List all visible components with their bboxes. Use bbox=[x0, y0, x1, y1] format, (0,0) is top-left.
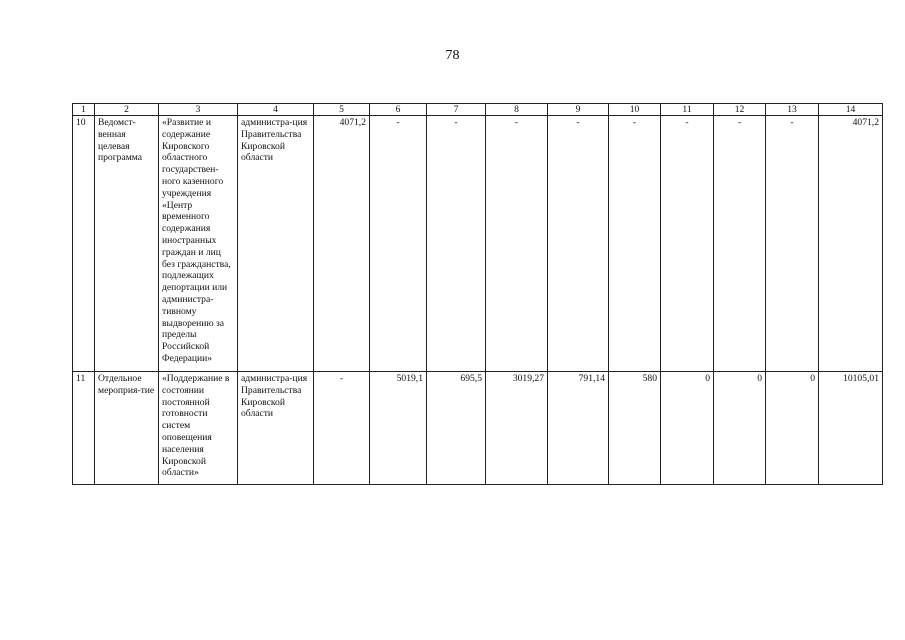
value-cell: 4071,2 bbox=[314, 116, 370, 372]
value-cell: - bbox=[714, 116, 766, 372]
value-cell: - bbox=[548, 116, 609, 372]
header-cell: 13 bbox=[766, 104, 819, 116]
value-cell: - bbox=[486, 116, 548, 372]
header-cell: 12 bbox=[714, 104, 766, 116]
row-type: Ведомст-венная целевая программа bbox=[95, 116, 159, 372]
value-cell: - bbox=[314, 372, 370, 485]
header-cell: 1 bbox=[73, 104, 95, 116]
row-type: Отдельное мероприя-тие bbox=[95, 372, 159, 485]
header-cell: 11 bbox=[661, 104, 714, 116]
value-cell: - bbox=[609, 116, 661, 372]
header-cell: 14 bbox=[819, 104, 883, 116]
header-cell: 2 bbox=[95, 104, 159, 116]
value-cell: 3019,27 bbox=[486, 372, 548, 485]
header-cell: 3 bbox=[159, 104, 238, 116]
value-cell: 0 bbox=[714, 372, 766, 485]
header-cell: 9 bbox=[548, 104, 609, 116]
value-cell: 5019,1 bbox=[370, 372, 427, 485]
value-cell: - bbox=[427, 116, 486, 372]
budget-table bbox=[72, 103, 883, 485]
table-row bbox=[73, 372, 883, 485]
value-cell: 580 bbox=[609, 372, 661, 485]
row-name: «Поддержание в состоянии постоянной готовности систем оповещения населения Кировской области» bbox=[159, 372, 238, 485]
value-cell: - bbox=[766, 116, 819, 372]
table-row bbox=[73, 116, 883, 372]
row-number: 11 bbox=[73, 372, 95, 485]
header-cell: 7 bbox=[427, 104, 486, 116]
table-header-row bbox=[73, 104, 883, 116]
value-cell: - bbox=[661, 116, 714, 372]
header-cell: 8 bbox=[486, 104, 548, 116]
value-cell: 0 bbox=[766, 372, 819, 485]
row-number: 10 bbox=[73, 116, 95, 372]
row-executor: администра-ция Правительства Кировской области bbox=[238, 116, 314, 372]
value-cell: 791,14 bbox=[548, 372, 609, 485]
value-cell: 0 bbox=[661, 372, 714, 485]
row-name: «Развитие и содержание Кировского областного государствен-ного казенного учреждения «Центр временного содержания иностранных граждан и лиц без гражданства, подлежащих депортации или администра-тивному выдворению за пределы Российской Федерации» bbox=[159, 116, 238, 372]
total-cell: 4071,2 bbox=[819, 116, 883, 372]
total-cell: 10105,01 bbox=[819, 372, 883, 485]
header-cell: 6 bbox=[370, 104, 427, 116]
page-number: 78 bbox=[445, 48, 460, 63]
header-cell: 5 bbox=[314, 104, 370, 116]
value-cell: - bbox=[370, 116, 427, 372]
header-cell: 10 bbox=[609, 104, 661, 116]
header-cell: 4 bbox=[238, 104, 314, 116]
row-executor: администра-ция Правительства Кировской области bbox=[238, 372, 314, 485]
value-cell: 695,5 bbox=[427, 372, 486, 485]
